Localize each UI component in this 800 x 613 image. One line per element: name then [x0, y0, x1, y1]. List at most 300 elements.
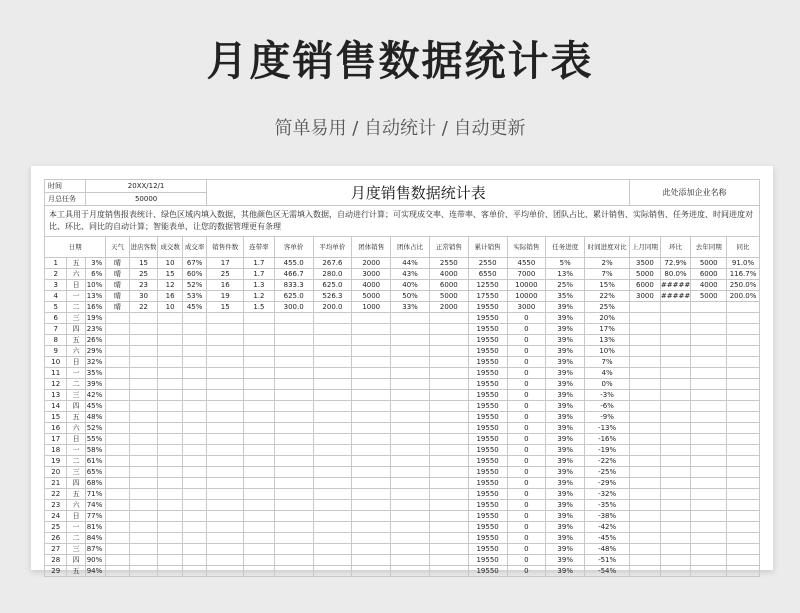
table-cell[interactable]: 五: [67, 412, 85, 423]
table-cell[interactable]: [274, 489, 313, 500]
time-value[interactable]: 20XX/12/1: [85, 180, 207, 193]
table-cell[interactable]: 39%: [546, 478, 585, 489]
table-cell[interactable]: 39%: [546, 423, 585, 434]
table-cell[interactable]: 四: [67, 478, 85, 489]
table-cell[interactable]: [352, 313, 391, 324]
table-cell[interactable]: 4: [45, 291, 67, 302]
table-cell[interactable]: [630, 423, 661, 434]
table-cell[interactable]: -6%: [585, 401, 630, 412]
table-cell[interactable]: [660, 412, 691, 423]
table-cell[interactable]: [158, 401, 183, 412]
table-cell[interactable]: [158, 522, 183, 533]
table-cell[interactable]: [313, 489, 352, 500]
table-cell[interactable]: 五: [67, 489, 85, 500]
table-cell[interactable]: [352, 500, 391, 511]
table-cell[interactable]: 六: [67, 423, 85, 434]
table-cell[interactable]: [429, 335, 468, 346]
table-cell[interactable]: [274, 412, 313, 423]
table-cell[interactable]: 77%: [85, 511, 105, 522]
table-cell[interactable]: [182, 379, 207, 390]
table-cell[interactable]: 71%: [85, 489, 105, 500]
table-cell[interactable]: [313, 401, 352, 412]
table-cell[interactable]: [106, 357, 129, 368]
table-cell[interactable]: [158, 335, 183, 346]
table-cell[interactable]: [106, 335, 129, 346]
table-cell[interactable]: [727, 412, 760, 423]
table-cell[interactable]: [207, 511, 244, 522]
table-cell[interactable]: [158, 533, 183, 544]
table-cell[interactable]: [691, 390, 727, 401]
table-cell[interactable]: [352, 401, 391, 412]
table-cell[interactable]: [727, 555, 760, 566]
table-cell[interactable]: 5%: [546, 258, 585, 269]
table-cell[interactable]: 27: [45, 544, 67, 555]
table-cell[interactable]: [391, 368, 430, 379]
table-cell[interactable]: 19550: [468, 412, 507, 423]
table-cell[interactable]: [207, 544, 244, 555]
target-value[interactable]: 50000: [85, 193, 207, 206]
table-cell[interactable]: #####: [660, 292, 691, 300]
table-cell[interactable]: 19550: [468, 478, 507, 489]
table-cell[interactable]: 19550: [468, 302, 507, 313]
table-cell[interactable]: [106, 445, 129, 456]
table-cell[interactable]: 晴: [106, 280, 129, 291]
table-cell[interactable]: [660, 368, 691, 379]
table-cell[interactable]: [274, 390, 313, 401]
table-cell[interactable]: 32%: [85, 357, 105, 368]
table-cell[interactable]: [727, 313, 760, 324]
table-cell[interactable]: [129, 445, 158, 456]
table-cell[interactable]: [182, 489, 207, 500]
table-cell[interactable]: [429, 379, 468, 390]
table-cell[interactable]: [274, 566, 313, 577]
table-cell[interactable]: 0: [507, 401, 546, 412]
table-cell[interactable]: [429, 456, 468, 467]
table-cell[interactable]: [429, 390, 468, 401]
table-cell[interactable]: 15: [158, 269, 183, 280]
table-cell[interactable]: 19: [45, 456, 67, 467]
table-cell[interactable]: [182, 401, 207, 412]
table-cell[interactable]: [182, 566, 207, 577]
table-cell[interactable]: 22: [129, 302, 158, 313]
table-cell[interactable]: [630, 566, 661, 577]
table-cell[interactable]: [429, 313, 468, 324]
table-cell[interactable]: [207, 445, 244, 456]
table-cell[interactable]: 39%: [546, 434, 585, 445]
table-cell[interactable]: [313, 390, 352, 401]
table-cell[interactable]: [274, 434, 313, 445]
table-cell[interactable]: [630, 522, 661, 533]
table-cell[interactable]: 日: [67, 434, 85, 445]
table-cell[interactable]: [391, 555, 430, 566]
table-cell[interactable]: [630, 500, 661, 511]
table-cell[interactable]: [207, 467, 244, 478]
table-cell[interactable]: 44%: [391, 258, 430, 269]
table-cell[interactable]: 19550: [468, 467, 507, 478]
table-cell[interactable]: [158, 456, 183, 467]
table-cell[interactable]: 晴: [106, 291, 129, 302]
table-cell[interactable]: [691, 511, 727, 522]
table-cell[interactable]: [691, 566, 727, 577]
table-cell[interactable]: 10000: [507, 291, 546, 302]
table-cell[interactable]: [352, 511, 391, 522]
table-cell[interactable]: 0: [507, 489, 546, 500]
table-cell[interactable]: 3000: [630, 291, 661, 302]
table-cell[interactable]: [158, 324, 183, 335]
table-cell[interactable]: [244, 423, 275, 434]
table-cell[interactable]: [313, 522, 352, 533]
table-cell[interactable]: [182, 533, 207, 544]
table-cell[interactable]: [391, 489, 430, 500]
table-cell[interactable]: [182, 478, 207, 489]
table-cell[interactable]: [182, 511, 207, 522]
table-cell[interactable]: 19550: [468, 434, 507, 445]
table-cell[interactable]: [158, 500, 183, 511]
table-cell[interactable]: [391, 390, 430, 401]
table-cell[interactable]: [313, 533, 352, 544]
table-cell[interactable]: [313, 324, 352, 335]
table-cell[interactable]: [182, 368, 207, 379]
table-cell[interactable]: 19550: [468, 390, 507, 401]
table-cell[interactable]: 39%: [546, 335, 585, 346]
table-cell[interactable]: [660, 379, 691, 390]
table-cell[interactable]: [158, 379, 183, 390]
table-cell[interactable]: 19550: [468, 445, 507, 456]
table-cell[interactable]: 7%: [585, 269, 630, 280]
table-cell[interactable]: [313, 544, 352, 555]
table-cell[interactable]: 25: [129, 269, 158, 280]
table-cell[interactable]: [691, 401, 727, 412]
table-cell[interactable]: 39%: [546, 357, 585, 368]
table-cell[interactable]: [691, 544, 727, 555]
table-cell[interactable]: [691, 357, 727, 368]
table-cell[interactable]: 466.7: [274, 269, 313, 280]
table-cell[interactable]: [207, 522, 244, 533]
table-cell[interactable]: [244, 368, 275, 379]
table-cell[interactable]: [691, 412, 727, 423]
table-cell[interactable]: [727, 544, 760, 555]
table-cell[interactable]: [313, 423, 352, 434]
table-cell[interactable]: [129, 401, 158, 412]
table-cell[interactable]: [429, 357, 468, 368]
table-cell[interactable]: [691, 456, 727, 467]
table-cell[interactable]: [313, 357, 352, 368]
table-cell[interactable]: -25%: [585, 467, 630, 478]
table-cell[interactable]: 三: [67, 313, 85, 324]
table-cell[interactable]: 0: [507, 500, 546, 511]
table-cell[interactable]: 16%: [85, 302, 105, 313]
table-cell[interactable]: [274, 357, 313, 368]
table-cell[interactable]: 25%: [546, 280, 585, 291]
table-cell[interactable]: [106, 423, 129, 434]
table-cell[interactable]: 一: [67, 522, 85, 533]
table-cell[interactable]: 8: [45, 335, 67, 346]
table-cell[interactable]: [630, 544, 661, 555]
table-cell[interactable]: [158, 511, 183, 522]
table-cell[interactable]: 39%: [546, 445, 585, 456]
table-cell[interactable]: 2%: [585, 258, 630, 269]
table-cell[interactable]: 6%: [85, 269, 105, 280]
table-cell[interactable]: [129, 324, 158, 335]
table-cell[interactable]: [274, 511, 313, 522]
table-cell[interactable]: [244, 313, 275, 324]
table-cell[interactable]: 0: [507, 313, 546, 324]
table-cell[interactable]: 87%: [85, 544, 105, 555]
table-cell[interactable]: [313, 368, 352, 379]
table-cell[interactable]: 19: [207, 291, 244, 302]
table-cell[interactable]: [274, 379, 313, 390]
table-cell[interactable]: 0: [507, 544, 546, 555]
table-cell[interactable]: [691, 533, 727, 544]
table-cell[interactable]: [244, 434, 275, 445]
table-cell[interactable]: [660, 489, 691, 500]
table-cell[interactable]: 19550: [468, 566, 507, 577]
table-cell[interactable]: [429, 434, 468, 445]
table-cell[interactable]: [129, 335, 158, 346]
table-cell[interactable]: 15: [129, 258, 158, 269]
table-cell[interactable]: [274, 456, 313, 467]
table-cell[interactable]: 五: [67, 335, 85, 346]
table-cell[interactable]: [207, 555, 244, 566]
table-cell[interactable]: 526.3: [313, 291, 352, 302]
table-cell[interactable]: [158, 467, 183, 478]
table-cell[interactable]: 六: [67, 346, 85, 357]
table-cell[interactable]: [244, 500, 275, 511]
table-cell[interactable]: 0%: [585, 379, 630, 390]
table-cell[interactable]: [429, 368, 468, 379]
table-cell[interactable]: [630, 346, 661, 357]
table-cell[interactable]: [207, 500, 244, 511]
table-cell[interactable]: [207, 478, 244, 489]
table-cell[interactable]: 39%: [546, 566, 585, 577]
table-cell[interactable]: [158, 445, 183, 456]
table-cell[interactable]: [727, 324, 760, 335]
table-cell[interactable]: [106, 511, 129, 522]
table-cell[interactable]: [352, 368, 391, 379]
table-cell[interactable]: -3%: [585, 390, 630, 401]
table-cell[interactable]: 1.7: [244, 258, 275, 269]
table-cell[interactable]: [660, 566, 691, 577]
table-cell[interactable]: 52%: [182, 280, 207, 291]
table-cell[interactable]: 6000: [691, 269, 727, 280]
table-cell[interactable]: 48%: [85, 412, 105, 423]
table-cell[interactable]: [106, 434, 129, 445]
table-cell[interactable]: -13%: [585, 423, 630, 434]
table-cell[interactable]: [660, 313, 691, 324]
table-cell[interactable]: [244, 544, 275, 555]
table-cell[interactable]: [352, 566, 391, 577]
table-cell[interactable]: 0: [507, 379, 546, 390]
table-cell[interactable]: 6000: [630, 280, 661, 291]
table-cell[interactable]: [182, 522, 207, 533]
table-cell[interactable]: [727, 566, 760, 577]
table-cell[interactable]: [391, 566, 430, 577]
table-cell[interactable]: 2000: [429, 302, 468, 313]
table-cell[interactable]: [182, 456, 207, 467]
table-cell[interactable]: [313, 478, 352, 489]
table-cell[interactable]: 23: [45, 500, 67, 511]
table-cell[interactable]: [129, 313, 158, 324]
table-cell[interactable]: 晴: [106, 269, 129, 280]
table-cell[interactable]: [274, 555, 313, 566]
table-cell[interactable]: 40%: [391, 280, 430, 291]
table-cell[interactable]: [391, 434, 430, 445]
table-cell[interactable]: -45%: [585, 533, 630, 544]
table-cell[interactable]: 16: [158, 291, 183, 302]
table-cell[interactable]: 17550: [468, 291, 507, 302]
table-cell[interactable]: 200.0%: [727, 291, 760, 302]
table-cell[interactable]: 55%: [85, 434, 105, 445]
table-cell[interactable]: 日: [67, 357, 85, 368]
table-cell[interactable]: [158, 555, 183, 566]
table-cell[interactable]: 22%: [585, 291, 630, 302]
table-cell[interactable]: 0: [507, 445, 546, 456]
table-cell[interactable]: 72.9%: [660, 258, 691, 269]
table-cell[interactable]: 10: [158, 258, 183, 269]
table-cell[interactable]: [660, 346, 691, 357]
table-cell[interactable]: 三: [67, 544, 85, 555]
table-cell[interactable]: [274, 544, 313, 555]
table-cell[interactable]: 90%: [85, 555, 105, 566]
table-cell[interactable]: [182, 412, 207, 423]
table-cell[interactable]: [352, 533, 391, 544]
table-cell[interactable]: [207, 379, 244, 390]
table-cell[interactable]: [313, 434, 352, 445]
table-cell[interactable]: 7: [45, 324, 67, 335]
table-cell[interactable]: [352, 423, 391, 434]
table-cell[interactable]: 19550: [468, 489, 507, 500]
table-cell[interactable]: [691, 335, 727, 346]
table-cell[interactable]: 29: [45, 566, 67, 577]
table-cell[interactable]: [129, 500, 158, 511]
table-cell[interactable]: [429, 566, 468, 577]
table-cell[interactable]: [352, 412, 391, 423]
table-cell[interactable]: 39%: [546, 368, 585, 379]
table-cell[interactable]: [207, 324, 244, 335]
table-cell[interactable]: [660, 478, 691, 489]
table-cell[interactable]: [727, 489, 760, 500]
table-cell[interactable]: 19550: [468, 456, 507, 467]
table-cell[interactable]: [106, 401, 129, 412]
table-cell[interactable]: 39%: [546, 544, 585, 555]
table-cell[interactable]: 39%: [546, 412, 585, 423]
table-cell[interactable]: [106, 346, 129, 357]
table-cell[interactable]: 0: [507, 478, 546, 489]
table-cell[interactable]: 39%: [546, 467, 585, 478]
table-cell[interactable]: [429, 412, 468, 423]
table-cell[interactable]: [630, 467, 661, 478]
table-cell[interactable]: 10: [158, 302, 183, 313]
table-cell[interactable]: 17: [207, 258, 244, 269]
table-cell[interactable]: 39%: [546, 379, 585, 390]
table-cell[interactable]: 一: [67, 368, 85, 379]
table-cell[interactable]: [207, 346, 244, 357]
table-cell[interactable]: 0: [507, 511, 546, 522]
table-cell[interactable]: [429, 522, 468, 533]
table-cell[interactable]: [727, 302, 760, 313]
table-cell[interactable]: 0: [507, 412, 546, 423]
table-cell[interactable]: 1.7: [244, 269, 275, 280]
table-cell[interactable]: [129, 566, 158, 577]
table-cell[interactable]: [106, 467, 129, 478]
table-cell[interactable]: 9: [45, 346, 67, 357]
table-cell[interactable]: [727, 335, 760, 346]
table-cell[interactable]: [129, 511, 158, 522]
table-cell[interactable]: [274, 500, 313, 511]
table-cell[interactable]: 10%: [85, 280, 105, 291]
table-cell[interactable]: 7%: [585, 357, 630, 368]
table-cell[interactable]: 五: [67, 566, 85, 577]
table-cell[interactable]: 43%: [391, 269, 430, 280]
table-cell[interactable]: [691, 478, 727, 489]
table-cell[interactable]: 晴: [106, 302, 129, 313]
table-cell[interactable]: 39%: [546, 533, 585, 544]
table-cell[interactable]: [207, 335, 244, 346]
table-cell[interactable]: [244, 489, 275, 500]
table-cell[interactable]: [158, 544, 183, 555]
table-cell[interactable]: 74%: [85, 500, 105, 511]
table-cell[interactable]: [691, 324, 727, 335]
table-cell[interactable]: 四: [67, 555, 85, 566]
table-cell[interactable]: 四: [67, 401, 85, 412]
table-cell[interactable]: [391, 478, 430, 489]
table-cell[interactable]: [182, 423, 207, 434]
table-cell[interactable]: [182, 390, 207, 401]
table-cell[interactable]: -32%: [585, 489, 630, 500]
table-cell[interactable]: 19550: [468, 368, 507, 379]
table-cell[interactable]: [391, 467, 430, 478]
table-cell[interactable]: [660, 357, 691, 368]
table-cell[interactable]: [106, 324, 129, 335]
table-cell[interactable]: 0: [507, 522, 546, 533]
table-cell[interactable]: [391, 313, 430, 324]
table-cell[interactable]: [630, 489, 661, 500]
table-cell[interactable]: [630, 302, 661, 313]
table-cell[interactable]: [391, 324, 430, 335]
table-cell[interactable]: 23%: [85, 324, 105, 335]
table-cell[interactable]: [106, 368, 129, 379]
table-cell[interactable]: 250.0%: [727, 280, 760, 291]
table-cell[interactable]: 18: [45, 445, 67, 456]
table-cell[interactable]: 20%: [585, 313, 630, 324]
table-cell[interactable]: 5000: [352, 291, 391, 302]
table-cell[interactable]: 67%: [182, 258, 207, 269]
table-cell[interactable]: [244, 390, 275, 401]
table-cell[interactable]: 16: [207, 280, 244, 291]
table-cell[interactable]: [129, 368, 158, 379]
table-cell[interactable]: [660, 401, 691, 412]
table-cell[interactable]: 0: [507, 423, 546, 434]
table-cell[interactable]: [106, 566, 129, 577]
table-cell[interactable]: 4000: [429, 269, 468, 280]
table-cell[interactable]: [182, 544, 207, 555]
table-cell[interactable]: 25%: [585, 302, 630, 313]
table-cell[interactable]: -9%: [585, 412, 630, 423]
table-cell[interactable]: [129, 533, 158, 544]
table-cell[interactable]: [391, 533, 430, 544]
table-cell[interactable]: [391, 511, 430, 522]
table-cell[interactable]: [313, 445, 352, 456]
table-cell[interactable]: [727, 346, 760, 357]
table-cell[interactable]: [352, 346, 391, 357]
table-cell[interactable]: [244, 401, 275, 412]
table-cell[interactable]: [429, 401, 468, 412]
table-cell[interactable]: [207, 313, 244, 324]
table-cell[interactable]: 0: [507, 434, 546, 445]
table-cell[interactable]: [691, 467, 727, 478]
table-cell[interactable]: [244, 511, 275, 522]
table-cell[interactable]: [106, 500, 129, 511]
